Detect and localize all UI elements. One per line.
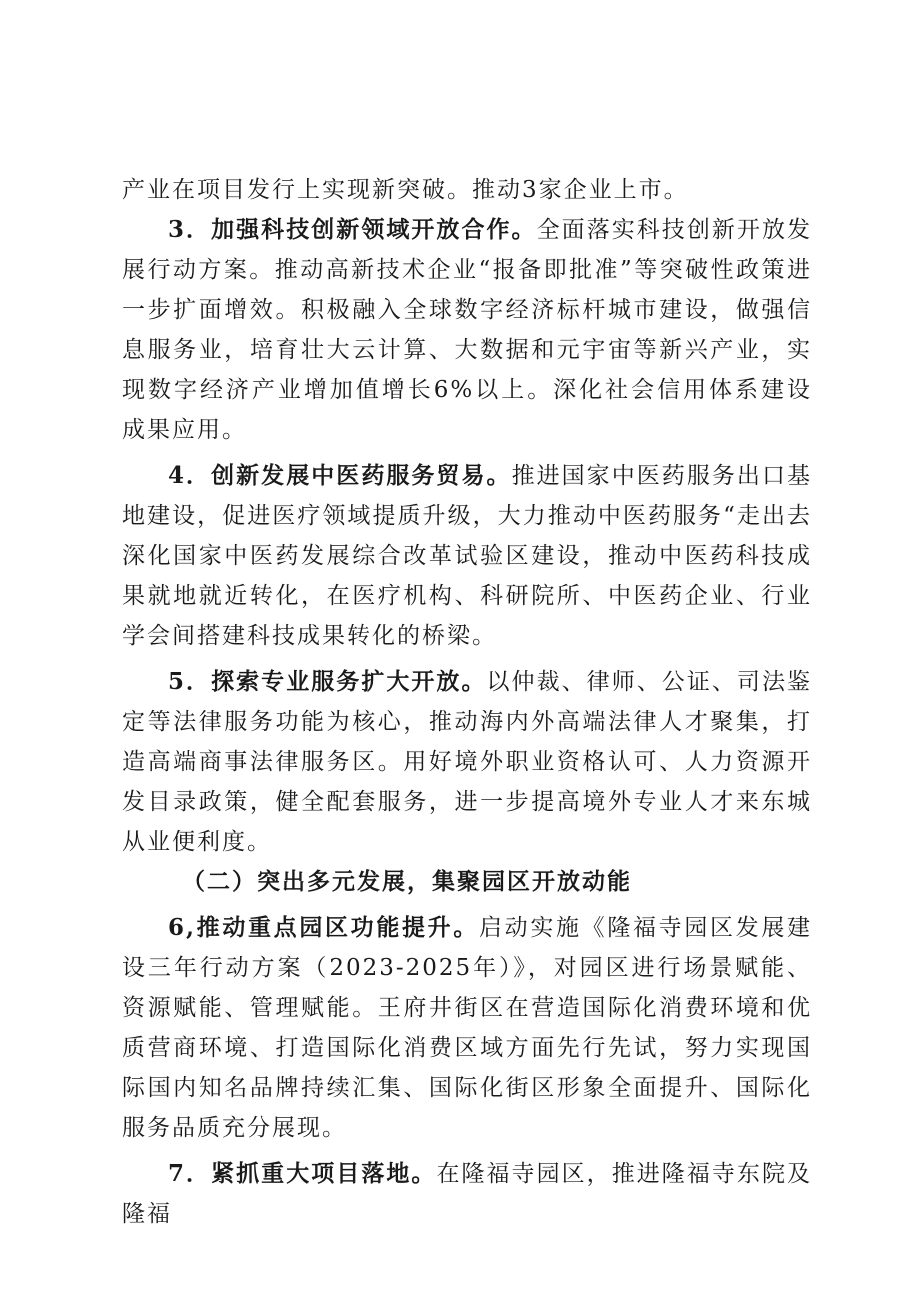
paragraph-title: 6,推动重点园区功能提升。 xyxy=(168,914,480,941)
paragraph-continuation xyxy=(122,170,812,210)
paragraph-body: 启动实施《隆福寺园区发展建设三年行动方案（2023-2025年）》，对园区进行场景赋能、资源赋能、管理赋能。王府井街区在营造国际化消费环境和优质营商环境、打造国际化消费区域方面先行先试，努力实现国际国内知名品牌持续汇集、国际化街区形象全面提升、国际化服务品质充分展现。 xyxy=(122,915,813,1141)
paragraph-body: 推进国家中医药服务出口基地建设，促进医疗领域提质升级，大力推动中医药服务“走出去深化国家中医药发展综合改革试验区建设，推动中医药科技成果就地就近转化，在医疗机构、科研院所、中医药企业、行业学会间搭建科技成果转化的桥梁。 xyxy=(122,463,812,649)
paragraph-title: 5．探索专业服务扩大开放。 xyxy=(168,668,487,695)
paragraph-body: 以仲裁、律师、公证、司法鉴定等法律服务功能为核心，推动海内外高端法律人才聚集，打造高端商事法律服务区。用好境外职业资格认可、人力资源开发目录政策，健全配套服务，进一步提高境外专业人才来东城从业便利度。 xyxy=(122,669,812,855)
paragraph-body: 产业在项目发行上实现新突破。推动3家企业上市。 xyxy=(122,177,689,203)
section-title: （二）突出多元发展，集聚园区开放动能 xyxy=(182,868,632,895)
paragraph-7 xyxy=(122,1154,812,1234)
document-body xyxy=(122,170,812,1234)
paragraph-title: 4．创新发展中医药服务贸易。 xyxy=(168,462,512,489)
paragraph-4 xyxy=(122,456,812,656)
paragraph-body: 在隆福寺园区，推进隆福寺东院及隆福 xyxy=(122,1161,812,1227)
paragraph-title: 7．紧抓重大项目落地。 xyxy=(168,1160,437,1187)
section-heading xyxy=(122,862,812,902)
paragraph-5 xyxy=(122,662,812,862)
paragraph-body: 全面落实科技创新开放发展行动方案。推动高新技术企业“报备即批准”等突破性政策进一步扩面增效。积极融入全球数字经济标杆城市建设，做强信息服务业，培育壮大云计算、大数据和元宇宙等新兴产业，实现数字经济产业增加值增长6%以上。深化社会信用体系建设成果应用。 xyxy=(122,217,813,443)
paragraph-title: 3．加强科技创新领域开放合作。 xyxy=(168,216,537,243)
paragraph-6 xyxy=(122,908,812,1148)
paragraph-3 xyxy=(122,210,812,450)
